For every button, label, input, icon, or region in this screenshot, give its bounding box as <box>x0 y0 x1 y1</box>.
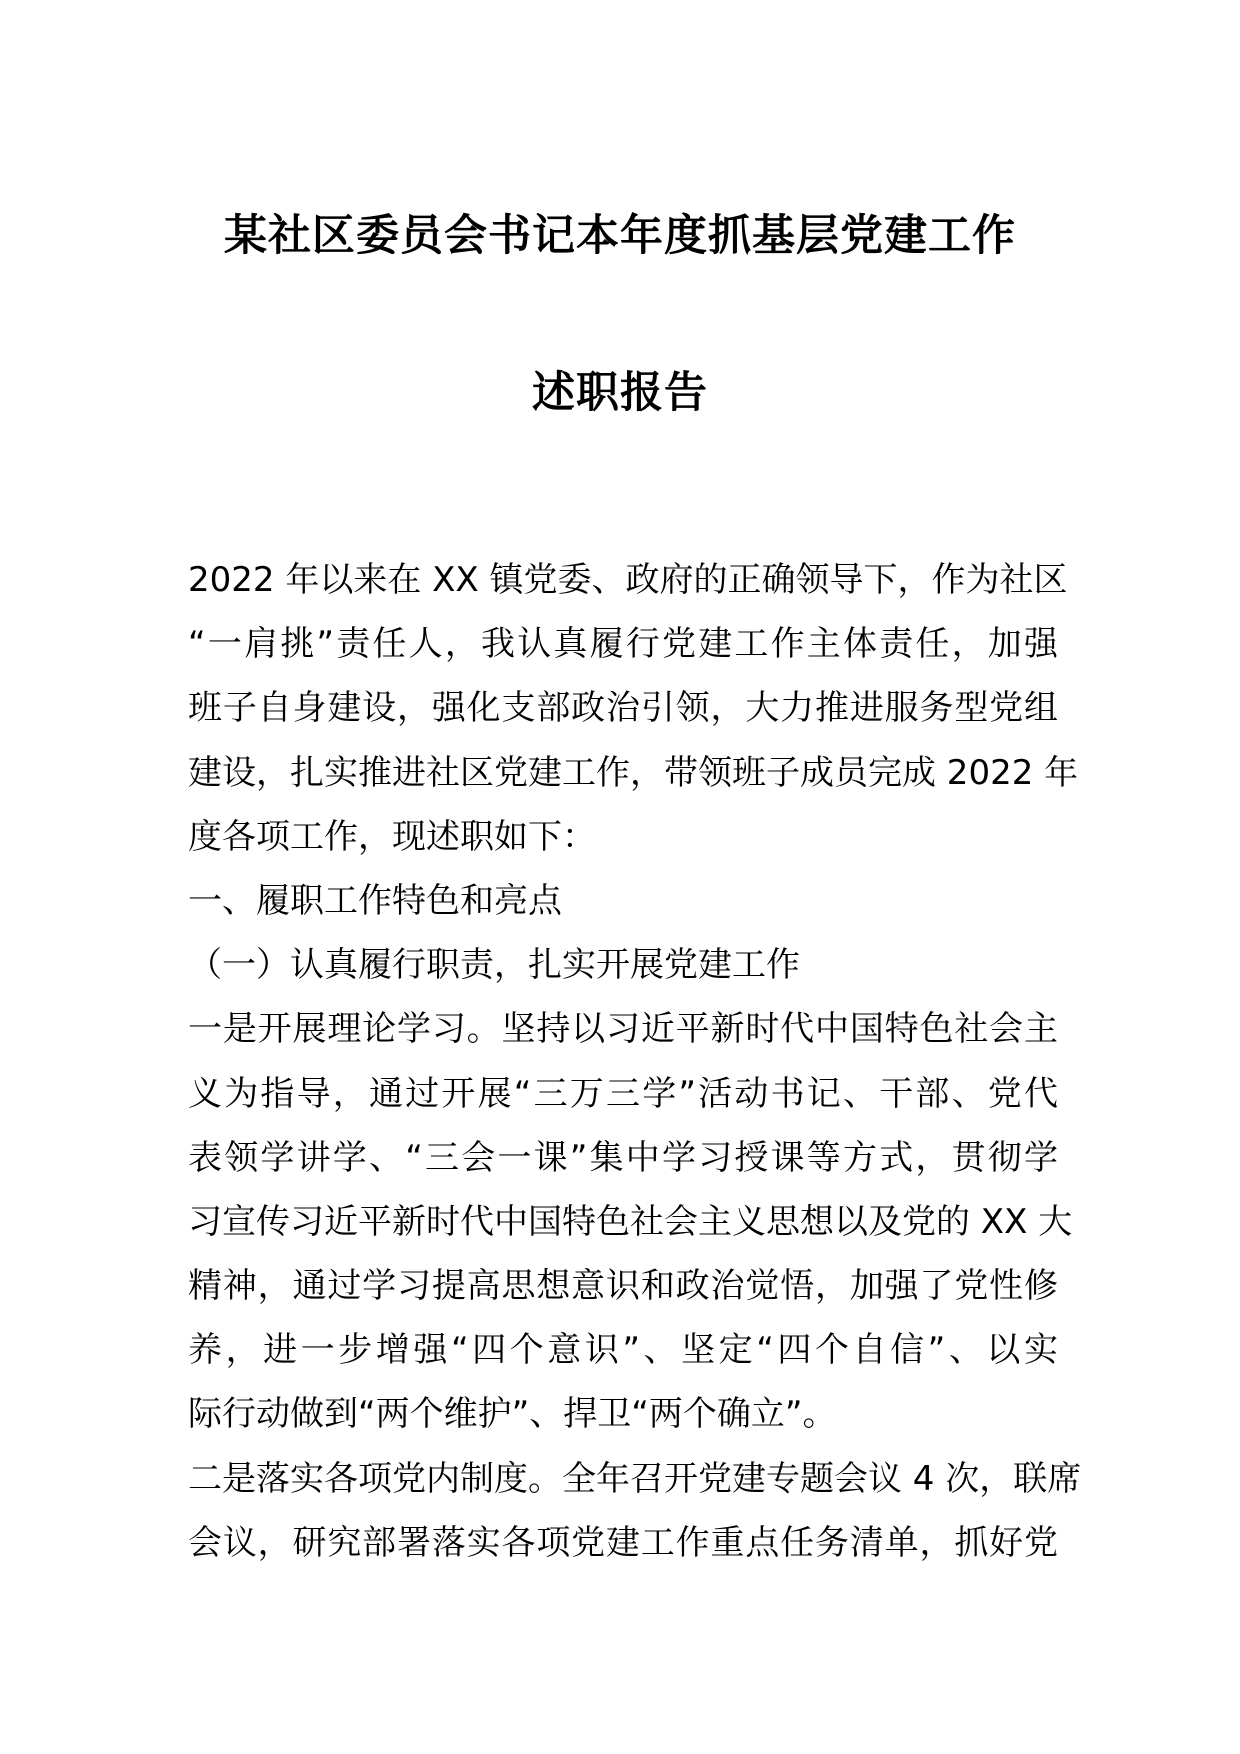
body-line: “一肩挑”责任人，我认真履行党建工作主体责任，加强 <box>188 624 1058 665</box>
body-line: 际行动做到“两个维护”、捍卫“两个确立”。 <box>188 1394 837 1435</box>
body-line: 义为指导，通过开展“三万三学”活动书记、干部、党代 <box>188 1073 1058 1114</box>
document-title-line-1: 某社区委员会书记本年度抓基层党建工作 <box>224 211 1016 261</box>
body-line: 一是开展理论学习。坚持以习近平新时代中国特色社会主 <box>188 1009 1058 1050</box>
section-heading: 一、履职工作特色和亮点 <box>188 880 562 921</box>
body-line: 精神，通过学习提高思想意识和政治觉悟，加强了党性修 <box>188 1266 1058 1307</box>
body-line: 养，进一步增强“四个意识”、坚定“四个自信”、以实 <box>188 1330 1058 1371</box>
body-line: 班子自身建设，强化支部政治引领，大力推进服务型党组 <box>188 688 1058 729</box>
subsection-heading: （一）认真履行职责，扎实开展党建工作 <box>188 945 800 986</box>
body-line: 2022 年以来在 XX 镇党委、政府的正确领导下，作为社区 <box>188 560 1068 600</box>
body-line: 度各项工作，现述职如下： <box>188 816 596 857</box>
body-line: 会议，研究部署落实各项党建工作重点任务清单，抓好党 <box>188 1522 1058 1563</box>
body-line: 二是落实各项党内制度。全年召开党建专题会议 4 次，联席 <box>188 1458 1082 1499</box>
document-body <box>188 548 1082 1575</box>
body-line: 习宣传习近平新时代中国特色社会主义思想以及党的 XX 大 <box>188 1201 1073 1242</box>
body-line: 表领学讲学、“三会一课”集中学习授课等方式，贯彻学 <box>188 1137 1058 1178</box>
document-title-line-2: 述职报告 <box>532 368 708 418</box>
body-line: 建设，扎实推进社区党建工作，带领班子成员完成 2022 年 <box>188 752 1079 793</box>
